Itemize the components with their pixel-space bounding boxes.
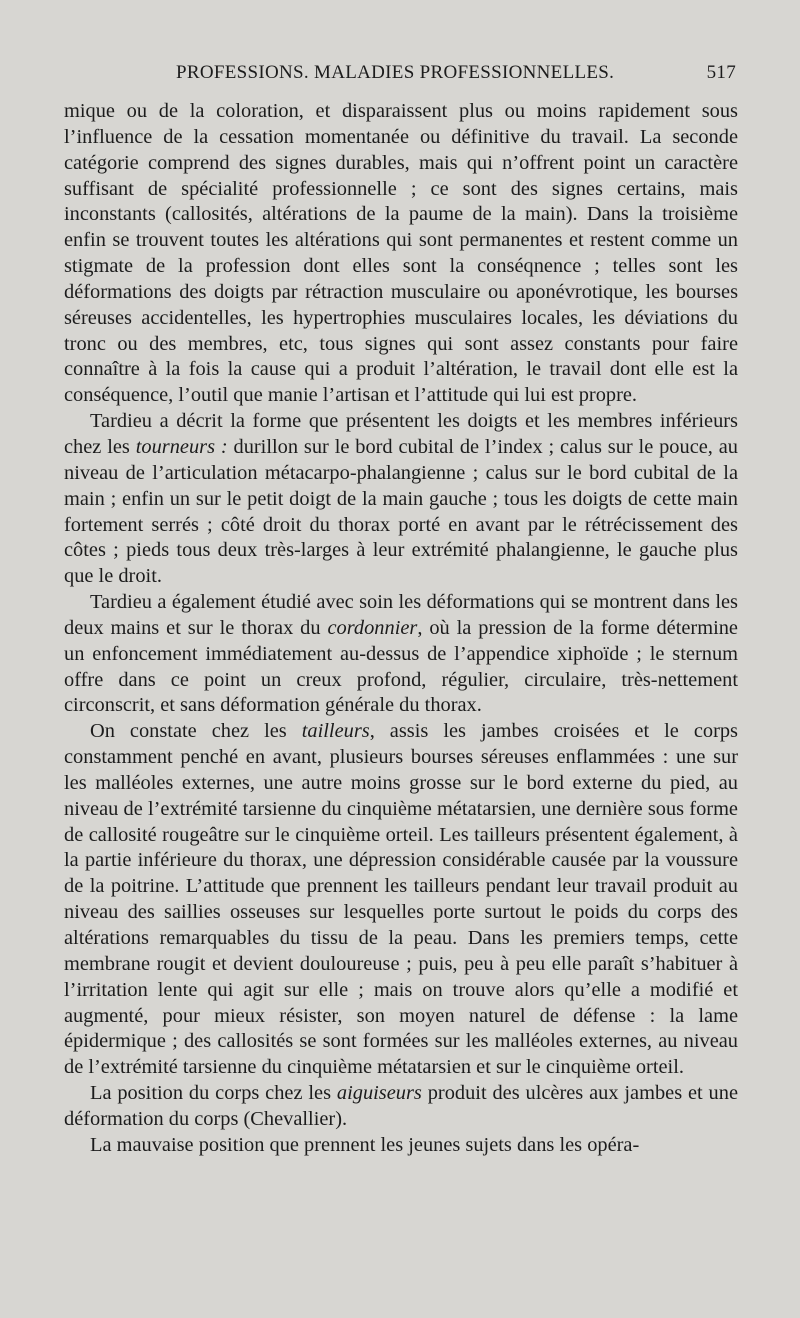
italic-term: cordonnier: [327, 616, 418, 639]
paragraph: [64, 409, 738, 590]
paragraph: [64, 1133, 738, 1159]
italic-term: aiguiseurs: [336, 1082, 422, 1105]
paragraph-text: , où la pression de la forme détermine un enfoncement immédiatement au-dessus de l’appendice xiphoïde ; le sternum offre dans ce point un creux profond, régulier, circulaire, très-nettement circonscrit, et sans déformation générale du thorax.: [64, 616, 738, 717]
italic-term: tailleurs: [301, 720, 370, 743]
page-header: [66, 62, 736, 90]
paragraph-text: Tardieu a décrit la forme que présentent les doigts et les membres inférieurs chez les: [64, 410, 738, 458]
paragraph-text: Tardieu a également étudié avec soin les déformations qui se montrent dans les deux mains et sur le thorax du: [64, 591, 738, 639]
paragraph: [64, 99, 738, 409]
paragraph: [64, 590, 738, 719]
body-text: [64, 99, 738, 1159]
paragraph: [64, 719, 738, 1081]
paragraph-text: , assis les jambes croisées et le corps constamment penché en avant, plusieurs bourses séreuses enflammées : une sur les malléoles externes, une autre moins grosse sur le bord externe du pied, au niveau de l’extrémité tarsienne du cinquième métatarsien, une dernière sous forme de callosité rougeâtre sur le cinquième orteil. Les tailleurs présentent également, à la partie inférieure du thorax, une dépression considérable causée par la voussure de la poitrine. L’attitude que prennent les tailleurs pendant leur travail produit au niveau des saillies osseuses sur lesquelles porte surtout le poids du corps des altérations remarquables du tissu de la peau. Dans les premiers temps, cette membrane rougit et devient douloureuse ; puis, peu à peu elle paraît s’habituer à l’irritation lente qui agit sur elle ; mais on trouve alors qu’elle a modifié et augmenté, pour mieux résister, son moyen naturel de défense : la lame épidermique ; des callosités se sont formées sur les malléoles externes, au niveau de l’extrémité tarsienne du cinquième métatarsien et sur le cinquième orteil.: [64, 720, 738, 1079]
paragraph-text: La mauvaise position que prennent les jeunes sujets dans les opéra-: [90, 1133, 640, 1156]
paragraph: [64, 1081, 738, 1133]
running-title: PROFESSIONS. MALADIES PROFESSIONNELLES.: [176, 62, 615, 83]
page-number: 517: [706, 62, 736, 83]
paragraph-text: durillon sur le bord cubital de l’index ; calus sur le pouce, au niveau de l’articulation métacarpo-phalangienne ; calus sur le bord cubital de la main ; enfin un sur le petit doigt de la main gauche ; tous les doigts de cette main fortement serrés ; côté droit du thorax porté en avant par le rétrécissement des côtes ; pieds tous deux très-larges à leur extrémité phalangienne, le gauche plus que le droit.: [64, 435, 738, 588]
italic-term: tourneurs :: [135, 435, 228, 458]
paragraph-text: On constate chez les: [90, 720, 302, 743]
paragraph-text: mique ou de la coloration, et disparaissent plus ou moins rapidement sous l’influence de la cessation momentanée ou définitive du travail. La seconde catégorie comprend des signes durables, mais qui n’offrent point un caractère suffisant de spécialité professionnelle ; ce sont des signes certains, mais inconstants (callosités, altérations de la paume de la main). Dans la troisième enfin se trouvent toutes les altérations qui sont permanentes et restent comme un stigmate de la profession dont elles sont la conséqnence ; telles sont les déformations des doigts par rétraction musculaire ou aponévrotique, les bourses séreuses accidentelles, les hypertrophies musculaires locales, les déviations du tronc ou des membres, etc, tous signes qui sont assez constants pour faire connaître à la fois la cause qui a produit l’altération, le travail dont elle est la conséquence, l’outil que manie l’artisan et l’attitude qui lui est propre.: [64, 100, 738, 407]
paragraph-text: La position du corps chez les: [90, 1082, 337, 1105]
paragraph-text: produit des ulcères aux jambes et une déformation du corps (Chevallier).: [64, 1082, 739, 1130]
